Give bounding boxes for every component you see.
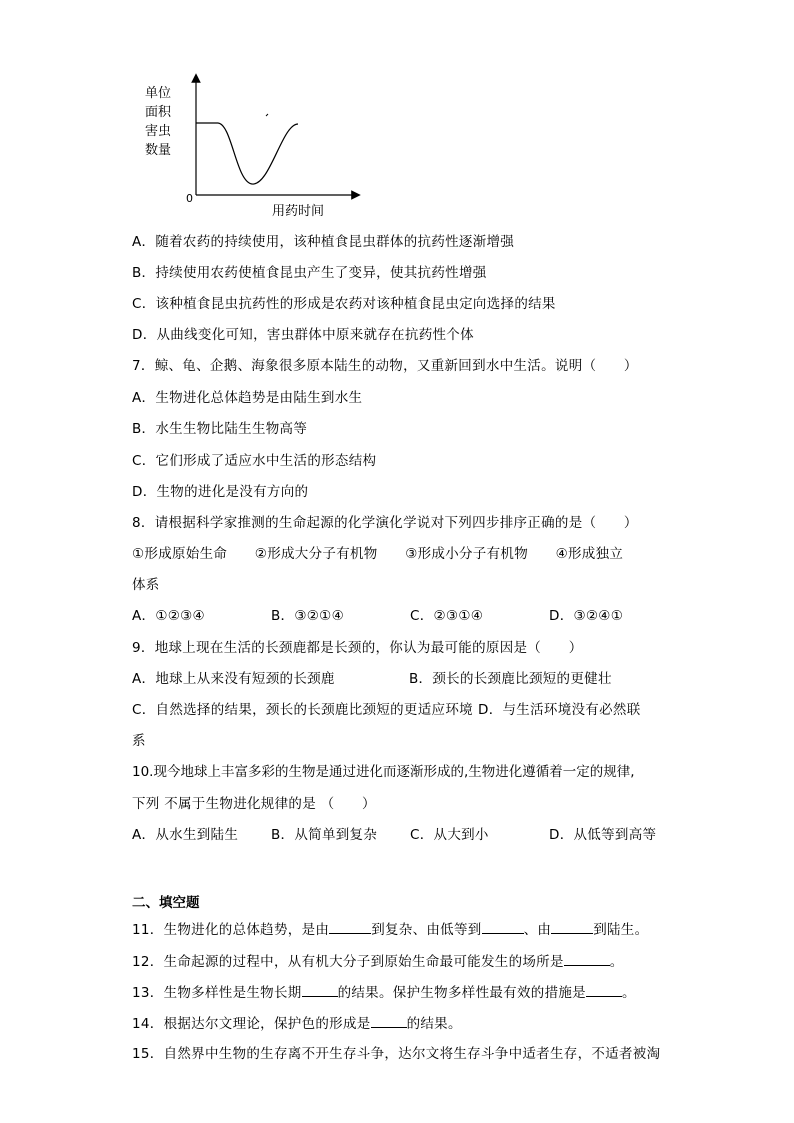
q13-blank-2 — [586, 982, 622, 997]
x-axis-label: 用药时间 — [272, 204, 325, 219]
q7-stem: 7．鲸、龟、企鹅、海象很多原本陆生的动物，又重新回到水中生活。说明（ ） — [132, 358, 638, 374]
q8-steps-cont: 体系 — [132, 577, 160, 593]
y-axis-label-line: 害虫 — [144, 124, 171, 139]
q14 — [132, 1013, 462, 1034]
q8-option-d: D．③②④① — [549, 608, 624, 624]
q15-text: 15．自然界中生物的生存离不开生存斗争，达尔文将生存斗争中适者生存，不适者被淘 — [132, 1046, 661, 1062]
q12-blank — [564, 951, 610, 966]
population-curve — [196, 123, 298, 184]
q10-options — [132, 825, 656, 845]
q10-option-d: D．从低等到高等 — [549, 827, 657, 843]
q10-stem: 10.现今地球上丰富多彩的生物是通过进化而逐渐形成的,生物进化遵循着一定的规律, — [132, 764, 635, 780]
q11-blank-2 — [482, 919, 524, 934]
q9-option-c: C．自然选择的结果，颈长的长颈鹿比颈短的更适应环境 — [132, 702, 473, 718]
q10-stem-cont: 下列 不属于生物进化规律的是 （ ） — [132, 796, 376, 812]
q11-text: 、由 — [523, 922, 552, 938]
q7-option-b: B．水生生物比陆生生物高等 — [132, 421, 308, 437]
q8-option-b: B．③②①④ — [271, 608, 344, 624]
q15 — [132, 1044, 660, 1064]
q9-options-cd — [132, 700, 641, 720]
q6-option-b: B．持续使用农药使植食昆虫产生了变异，使其抗药性增强 — [132, 265, 487, 281]
q14-text: 的结果。 — [406, 1016, 462, 1032]
y-axis-label-line: 面积 — [144, 105, 171, 120]
q8-options — [132, 606, 623, 626]
q14-text: 14．根据达尔文理论，保护色的形成是 — [132, 1016, 371, 1032]
q9-option-a: A．地球上从来没有短颈的长颈鹿 — [132, 671, 335, 687]
q9-option-d-cont: 系 — [132, 733, 146, 749]
q13-text: 13．生物多样性是生物长期 — [132, 985, 302, 1001]
y-axis-label-line: 数量 — [144, 143, 171, 158]
q10-option-c: C．从大到小 — [410, 827, 489, 843]
q11-blank-3 — [551, 919, 593, 934]
q9-options-ab — [132, 669, 612, 689]
q12-text: 。 — [609, 954, 624, 970]
section-title: 二、填空题 — [132, 895, 200, 911]
q9-option-b: B．颈长的长颈鹿比颈短的更健壮 — [409, 671, 612, 687]
pest-curve-figure — [132, 72, 372, 222]
q8-option-a: A．①②③④ — [132, 608, 205, 624]
q11-text: 到陆生。 — [593, 922, 649, 938]
q11-blank-1 — [329, 919, 371, 934]
q8-steps: ①形成原始生命 ②形成大分子有机物 ③形成小分子有机物 ④形成独立 — [132, 546, 624, 562]
q6-option-a: A．随着农药的持续使用，该种植食昆虫群体的抗药性逐渐增强 — [132, 234, 515, 250]
q10-option-b: B．从简单到复杂 — [271, 827, 378, 843]
q11-text: 11．生物进化的总体趋势，是由 — [132, 922, 330, 938]
q7-option-a: A．生物进化总体趋势是由陆生到水生 — [132, 390, 363, 406]
q6-option-c: C．该种植食昆虫抗药性的形成是农药对该种植食昆虫定向选择的结果 — [132, 296, 556, 312]
q9-option-d: D．与生活环境没有必然联 — [478, 702, 641, 718]
q11-text: 到复杂、由低等到 — [371, 922, 482, 938]
q10-option-a: A．从水生到陆生 — [132, 827, 239, 843]
q6-option-d: D．从曲线变化可知，害虫群体中原来就存在抗药性个体 — [132, 327, 474, 343]
q7-option-c: C．它们形成了适应水中生活的形态结构 — [132, 453, 377, 469]
q12-text: 12．生命起源的过程中，从有机大分子到原始生命最可能发生的场所是 — [132, 954, 564, 970]
q14-blank — [371, 1013, 407, 1028]
origin-label: 0 — [186, 192, 193, 205]
q13 — [132, 982, 636, 1003]
curve-mark — [266, 114, 268, 116]
y-axis-label-line: 单位 — [144, 86, 171, 101]
q13-blank-1 — [302, 982, 338, 997]
q12 — [132, 951, 624, 972]
q8-option-c: C．②③①④ — [410, 608, 484, 624]
q13-text: 。 — [621, 985, 636, 1001]
q11 — [132, 919, 648, 940]
pest-curve-svg — [132, 72, 372, 222]
q13-text: 的结果。保护生物多样性最有效的措施是 — [337, 985, 586, 1001]
q7-option-d: D．生物的进化是没有方向的 — [132, 484, 309, 500]
q8-stem: 8．请根据科学家推测的生命起源的化学演化学说对下列四步排序正确的是（ ） — [132, 515, 638, 531]
q9-stem: 9．地球上现在生活的长颈鹿都是长颈的，你认为最可能的原因是（ ） — [132, 640, 583, 656]
